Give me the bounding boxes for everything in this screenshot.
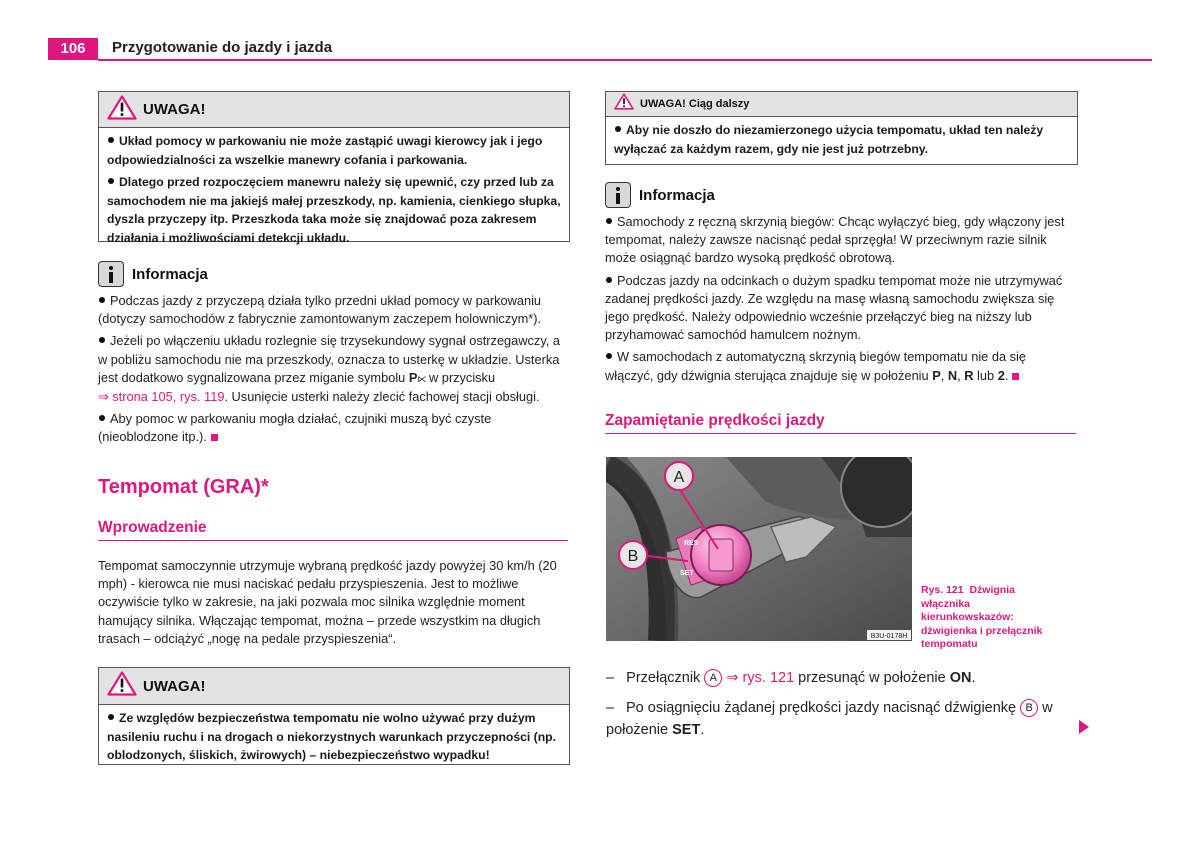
section-title: Tempomat (GRA)* bbox=[98, 476, 269, 498]
warning-header bbox=[99, 668, 569, 705]
figure-number: Rys. 121 bbox=[921, 584, 964, 596]
step-2: – Po osiągnięciu żądanej prędkości jazdy nacisnąć dźwigienkę B w położenie SET. bbox=[606, 700, 1053, 738]
info-item: W samochodach z automatyczną skrzynią biegów tempomatu nie da się włączyć, gdy dźwignia sterująca znajduje się w położeniu P, N, R lub 2. bbox=[605, 349, 1026, 383]
info-body bbox=[98, 292, 570, 451]
warning-header bbox=[99, 92, 569, 128]
page-header-title: Przygotowanie do jazdy i jazda bbox=[112, 39, 333, 56]
info-item: Samochody z ręczną skrzynią biegów: Chcąc wyłączyć bieg, gdy włączony jest tempomat, należy zawsze nacisnąć pedał sprzęgła! W przeciwnym razie silnik może osiągnąć bardzo wysoką prędkość obrotową. bbox=[605, 214, 1065, 266]
warning-item: Ze względów bezpieczeństwa tempomatu nie wolno używać przy dużym nasileniu ruchu i na drogach o niekorzystnych warunkach przyczepności (np. oblodzonych, śliskich, żwirowych) – niebezpieczeństwo wypadku! bbox=[107, 711, 557, 762]
warning-title: UWAGA! bbox=[143, 677, 206, 695]
page-number: 106 bbox=[48, 38, 98, 60]
figure-stalk-illustration bbox=[606, 457, 912, 641]
warning-header bbox=[606, 92, 1077, 117]
info-item: Jeżeli po włączeniu układu rozlegnie się trzysekundowy sygnał ostrzegawczy, a w pobliżu samochodu nie ma przeszkody, oznacza to usterkę w układzie. Usterka jest dodatkowo sygnalizowana przez miganie symbolu P⋉ w przycisku ⇒ strona 105, rys. 119. Usunięcie usterki należy zlecić fachowej stacji obsługi. bbox=[98, 333, 561, 405]
info-icon bbox=[605, 182, 631, 208]
info-item: Aby pomoc w parkowaniu mogła działać, czujniki muszą być czyste (nieoblodzone itp.). bbox=[98, 411, 492, 445]
warning-triangle-icon bbox=[614, 93, 634, 115]
warning-item: Aby nie doszło do niezamierzonego użycia tempomatu, układ ten należy wyłączać za każdym razem, gdy nie jest już potrzebny. bbox=[614, 123, 1044, 156]
callout-a: A bbox=[673, 469, 685, 486]
info-heading: Informacja bbox=[605, 182, 715, 208]
step-1: – Przełącznik A ⇒ rys. 121 przesunąć w położenie ON. bbox=[606, 670, 976, 686]
subsection-rule bbox=[605, 433, 1076, 434]
intro-paragraph: Tempomat samoczynnie utrzymuje wybraną prędkość jazdy powyżej 30 km/h (20 mph) - kierowca nie musi naciskać pedału przyspieszenia. Jest to możliwe oczywiście tylko w zakresie, na jaki pozwala moc silnika względnie moment hamujący silnika. Włączając tempomat, można – przede wszystkim na długich trasach – odciążyć „nogę na pedale przyspieszenia“. bbox=[98, 558, 557, 646]
figure-caption-text: Dźwignia włącznika kierunkowskazów: dźwigienka i przełącznik tempomatu bbox=[921, 584, 1043, 650]
end-mark bbox=[1012, 373, 1019, 380]
subsection-title: Zapamiętanie prędkości jazdy bbox=[605, 412, 825, 429]
info-item: Podczas jazdy z przyczepą działa tylko przedni układ pomocy w parkowaniu (dotyczy samochodów z fabrycznie zamontowanym zaczepem holowniczym*). bbox=[98, 293, 542, 327]
page-link[interactable]: ⇒ strona 105, rys. 119 bbox=[98, 389, 225, 405]
res-label: RES bbox=[684, 540, 699, 547]
set-label: SET bbox=[680, 570, 694, 577]
info-body bbox=[605, 213, 1077, 389]
warning-body bbox=[606, 117, 1077, 166]
warning-box-continued bbox=[605, 91, 1078, 165]
info-item: Podczas jazdy na odcinkach o dużym spadku tempomat może nie utrzymywać zadanej prędkości jazdy. Ze względu na masę własną samochodu zwiększa się jego prędkość. Należy odpowiednio wcześnie przełączyć bieg na niższy lub przyhamować samochód hamulcem nożnym. bbox=[605, 272, 1063, 343]
info-heading: Informacja bbox=[98, 261, 208, 287]
warning-body bbox=[99, 705, 569, 773]
end-mark bbox=[211, 434, 218, 441]
warning-triangle-icon bbox=[107, 671, 137, 701]
figure-link[interactable]: ⇒ rys. 121 bbox=[726, 670, 795, 686]
info-icon bbox=[98, 261, 124, 287]
circle-label-b: B bbox=[1020, 699, 1038, 717]
warning-body bbox=[99, 128, 569, 255]
warning-triangle-icon bbox=[107, 95, 137, 125]
continue-arrow-icon bbox=[1079, 720, 1089, 734]
warning-item: Układ pomocy w parkowaniu nie może zastąpić uwagi kierowcy jak i jego odpowiedzialności za wszelkie manewry cofania i parkowania. bbox=[107, 134, 543, 167]
parking-symbol-icon: ⋉ bbox=[417, 373, 426, 384]
warning-title: UWAGA! bbox=[143, 101, 206, 118]
subsection-rule bbox=[98, 540, 568, 541]
callout-b: B bbox=[627, 548, 639, 565]
figure-code: B3U-0178H bbox=[870, 633, 908, 640]
warning-item: Dlatego przed rozpoczęciem manewru należy się upewnić, czy przed lub za samochodem nie ma jakiejś małej przeszkody, np. kamienia, cienkiego słupka, dyszla przyczepy itp. Przeszkoda taka może się znajdować poza zakresem działania i możliwościami detekcji układu. bbox=[107, 175, 561, 245]
header-rule bbox=[98, 59, 1152, 61]
figure-caption bbox=[921, 584, 1061, 652]
warning-title: UWAGA! Ciąg dalszy bbox=[640, 98, 750, 110]
circle-label-a: A bbox=[704, 669, 722, 687]
subsection-title: Wprowadzenie bbox=[98, 519, 207, 536]
warning-box-parking bbox=[98, 91, 570, 245]
warning-box-tempomat bbox=[98, 667, 570, 765]
